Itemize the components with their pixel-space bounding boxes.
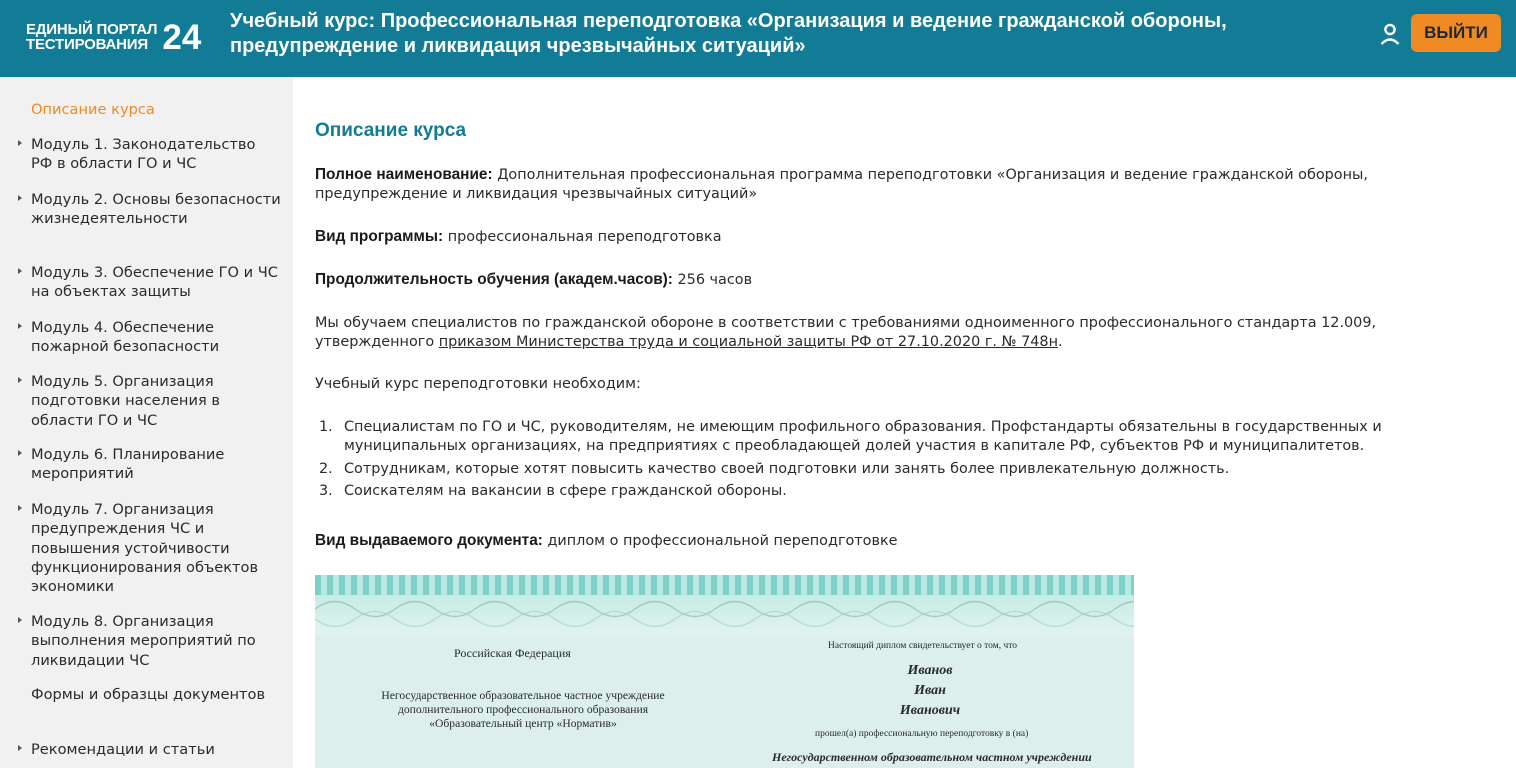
logo-number: 24 <box>162 17 202 57</box>
logout-button[interactable]: ВЫЙТИ <box>1411 14 1501 52</box>
main-content <box>315 77 1495 768</box>
sidebar <box>0 77 293 768</box>
program-type-label: Вид программы: <box>315 228 444 245</box>
course-title <box>230 9 1330 59</box>
sidebar-item-label: Модуль 1. Законодательство РФ в области ГО и ЧС <box>31 136 256 173</box>
sidebar-item-module-6[interactable] <box>31 445 281 484</box>
sidebar-item-label: Формы и образцы документов <box>31 686 266 703</box>
sidebar-item-label: Рекомендации и статьи <box>31 741 215 758</box>
duration-label: Продолжительность обучения (академ.часов): <box>315 271 673 288</box>
duration-paragraph <box>315 270 1455 290</box>
diploma-surname: Иванов <box>907 663 953 678</box>
sidebar-item-module-8[interactable] <box>31 612 281 670</box>
chevron-right-icon <box>18 745 22 751</box>
portal-logo[interactable] <box>26 17 201 57</box>
sidebar-item-label: Модуль 8. Организация выполнения мероприятий по ликвидации ЧС <box>31 613 256 669</box>
header <box>0 0 1516 77</box>
chevron-right-icon <box>18 377 22 383</box>
sidebar-item-module-4[interactable] <box>31 318 281 357</box>
mintrud-order-link[interactable]: приказом Министерства труда и социальной защиты РФ от 27.10.2020 г. № 748н <box>438 334 1058 350</box>
sidebar-item-module-5[interactable] <box>31 372 281 430</box>
diploma-org-line: «Образовательный центр «Норматив» <box>429 717 617 730</box>
full-name-value: Дополнительная профессиональная программа переподготовки «Организация и ведение гражданской обороны, предупреждение и ликвидация чрезвычайных ситуаций» <box>315 167 1368 202</box>
duration-value: 256 часов <box>677 272 753 288</box>
sidebar-item-recommendations[interactable] <box>31 740 281 759</box>
needed-intro: Учебный курс переподготовки необходим: <box>315 376 641 392</box>
sidebar-item-label: Модуль 6. Планирование мероприятий <box>31 446 225 483</box>
diploma-certifies: Настоящий диплом свидетельствует о том, что <box>828 641 1018 651</box>
logo-line-1: ЕДИНЫЙ ПОРТАЛ <box>26 21 158 38</box>
sidebar-item-course-description[interactable] <box>31 100 281 119</box>
standard-text-end: . <box>1057 334 1063 350</box>
user-icon[interactable] <box>1378 22 1402 46</box>
sidebar-item-label: Модуль 5. Организация подготовки населения в области ГО и ЧС <box>31 373 220 429</box>
standard-text: Мы обучаем специалистов по гражданской обороне в соответствии с требованиями одноименного профессионального стандарта 12.009, утвержденного <box>315 315 1377 350</box>
logo-line-2: ТЕСТИРОВАНИЯ <box>26 36 148 53</box>
diploma-guilloche <box>315 589 1134 639</box>
sidebar-item-forms[interactable] <box>31 685 281 704</box>
diploma-sample-image <box>315 575 1134 768</box>
diploma-org-line: Негосударственное образовательное частное учреждение <box>381 689 665 702</box>
page-title: Описание курса <box>315 120 467 141</box>
chevron-right-icon <box>18 505 22 511</box>
chevron-right-icon <box>18 195 22 201</box>
list-text: Сотрудникам, которые хотят повысить качество своей подготовки или занять более привлекательную должность. <box>344 461 1230 477</box>
list-number: 3. <box>319 483 333 499</box>
sidebar-item-module-1[interactable] <box>31 135 281 174</box>
chevron-right-icon <box>18 140 22 146</box>
chevron-right-icon <box>18 268 22 274</box>
logo-text <box>26 22 157 52</box>
diploma-person-name <box>855 661 1005 721</box>
document-value: диплом о профессиональной переподготовке <box>547 533 898 549</box>
sidebar-item-module-2[interactable] <box>31 190 281 229</box>
diploma-name: Иван <box>914 683 946 698</box>
sidebar-item-module-3[interactable] <box>31 263 281 302</box>
document-paragraph <box>315 531 1455 551</box>
diploma-country: Российская Федерация <box>454 646 571 660</box>
list-text: Специалистам по ГО и ЧС, руководителям, не имеющим профильного образования. Профстандарты обязательны в государственных и муниципальных организациях, на предприятиях с преобладающей долей участия в капитале РФ, субъектов РФ и муниципалитетов. <box>344 419 1382 454</box>
sidebar-item-label: Модуль 2. Основы безопасности жизнедеятельности <box>31 191 281 228</box>
sidebar-item-label: Модуль 4. Обеспечение пожарной безопасности <box>31 319 220 356</box>
list-number: 1. <box>319 419 333 435</box>
diploma-org-italic: Негосударственном образовательном частном учреждении <box>772 750 1092 764</box>
diploma-patronymic: Иванович <box>899 703 961 718</box>
program-type-value: профессиональная переподготовка <box>447 229 722 245</box>
course-title-line-2: предупреждение и ликвидация чрезвычайных ситуаций» <box>230 35 806 57</box>
diploma-passed: прошел(а) профессиональную переподготовку в (на) <box>815 729 1029 739</box>
sidebar-item-label: Модуль 3. Обеспечение ГО и ЧС на объектах защиты <box>31 264 278 301</box>
course-title-line-1: Учебный курс: Профессиональная переподготовка «Организация и ведение гражданской обороны, <box>230 10 1227 32</box>
list-number: 2. <box>319 461 333 477</box>
full-name-paragraph <box>315 165 1455 204</box>
program-type-paragraph <box>315 227 1455 247</box>
chevron-right-icon <box>18 617 22 623</box>
chevron-right-icon <box>18 323 22 329</box>
sidebar-item-label: Описание курса <box>31 101 155 118</box>
diploma-org-block <box>358 689 688 731</box>
list-text: Соискателям на вакансии в сфере гражданской обороны. <box>344 483 787 499</box>
document-label: Вид выдаваемого документа: <box>315 532 543 549</box>
standard-paragraph <box>315 314 1455 352</box>
sidebar-item-label: Модуль 7. Организация предупреждения ЧС и повышения устойчивости функционирования объектов экономики <box>31 501 259 596</box>
full-name-label: Полное наименование: <box>315 166 493 183</box>
diploma-org-line: дополнительного профессионального образования <box>397 703 649 716</box>
sidebar-item-module-7[interactable] <box>31 500 281 596</box>
chevron-right-icon <box>18 450 22 456</box>
